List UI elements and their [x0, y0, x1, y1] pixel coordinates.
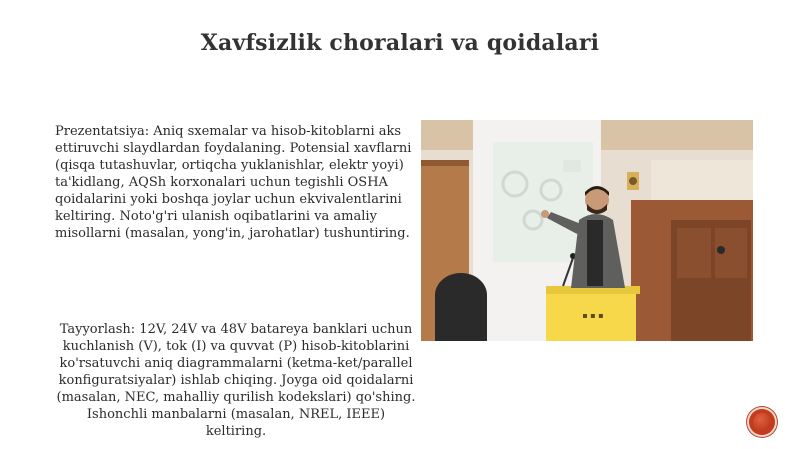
next-slide-icon[interactable] [749, 409, 775, 435]
svg-text:▪ ▪ ▪: ▪ ▪ ▪ [582, 311, 604, 320]
presentation-paragraph: Prezentatsiya: Aniq sxemalar va hisob-kitoblarni aks ettiruvchi slaydlardan foydalaning. Potensial xavflarni (qisqa tutashuvlar, ortiqcha yuklanishlar, elektr yoyi) ta'kidlang, AQSh korxonalari uchun tegishli OSHA qoidalarini yoki boshqa joylar uchun ekvivalentlarini keltiring. Noto'g'ri ulanish oqibatlarini va amaliy misollarni (masalan, yong'in, jarohatlar) tushuntiring. [55, 124, 412, 241]
preparation-paragraph: Tayyorlash: 12V, 24V va 48V batareya banklari uchun kuchlanish (V), tok (I) va quvvat (P) hisob-kitoblarini ko'rsatuvchi aniq diagrammalarni (ketma-ket/parallel konfiguratsiyalar) ishlab chiqing. Joyga oid qoidalarni (masalan, NEC, mahalliy qurilish kodekslari) qo'shing. Ishonchli manbalarni (masalan, NREL, IEEE) keltiring. [56, 322, 416, 439]
presenter-photo [421, 120, 753, 341]
next-slide-button-face [753, 413, 771, 431]
slide-title: Xavfsizlik choralari va qoidalari [200, 30, 600, 56]
